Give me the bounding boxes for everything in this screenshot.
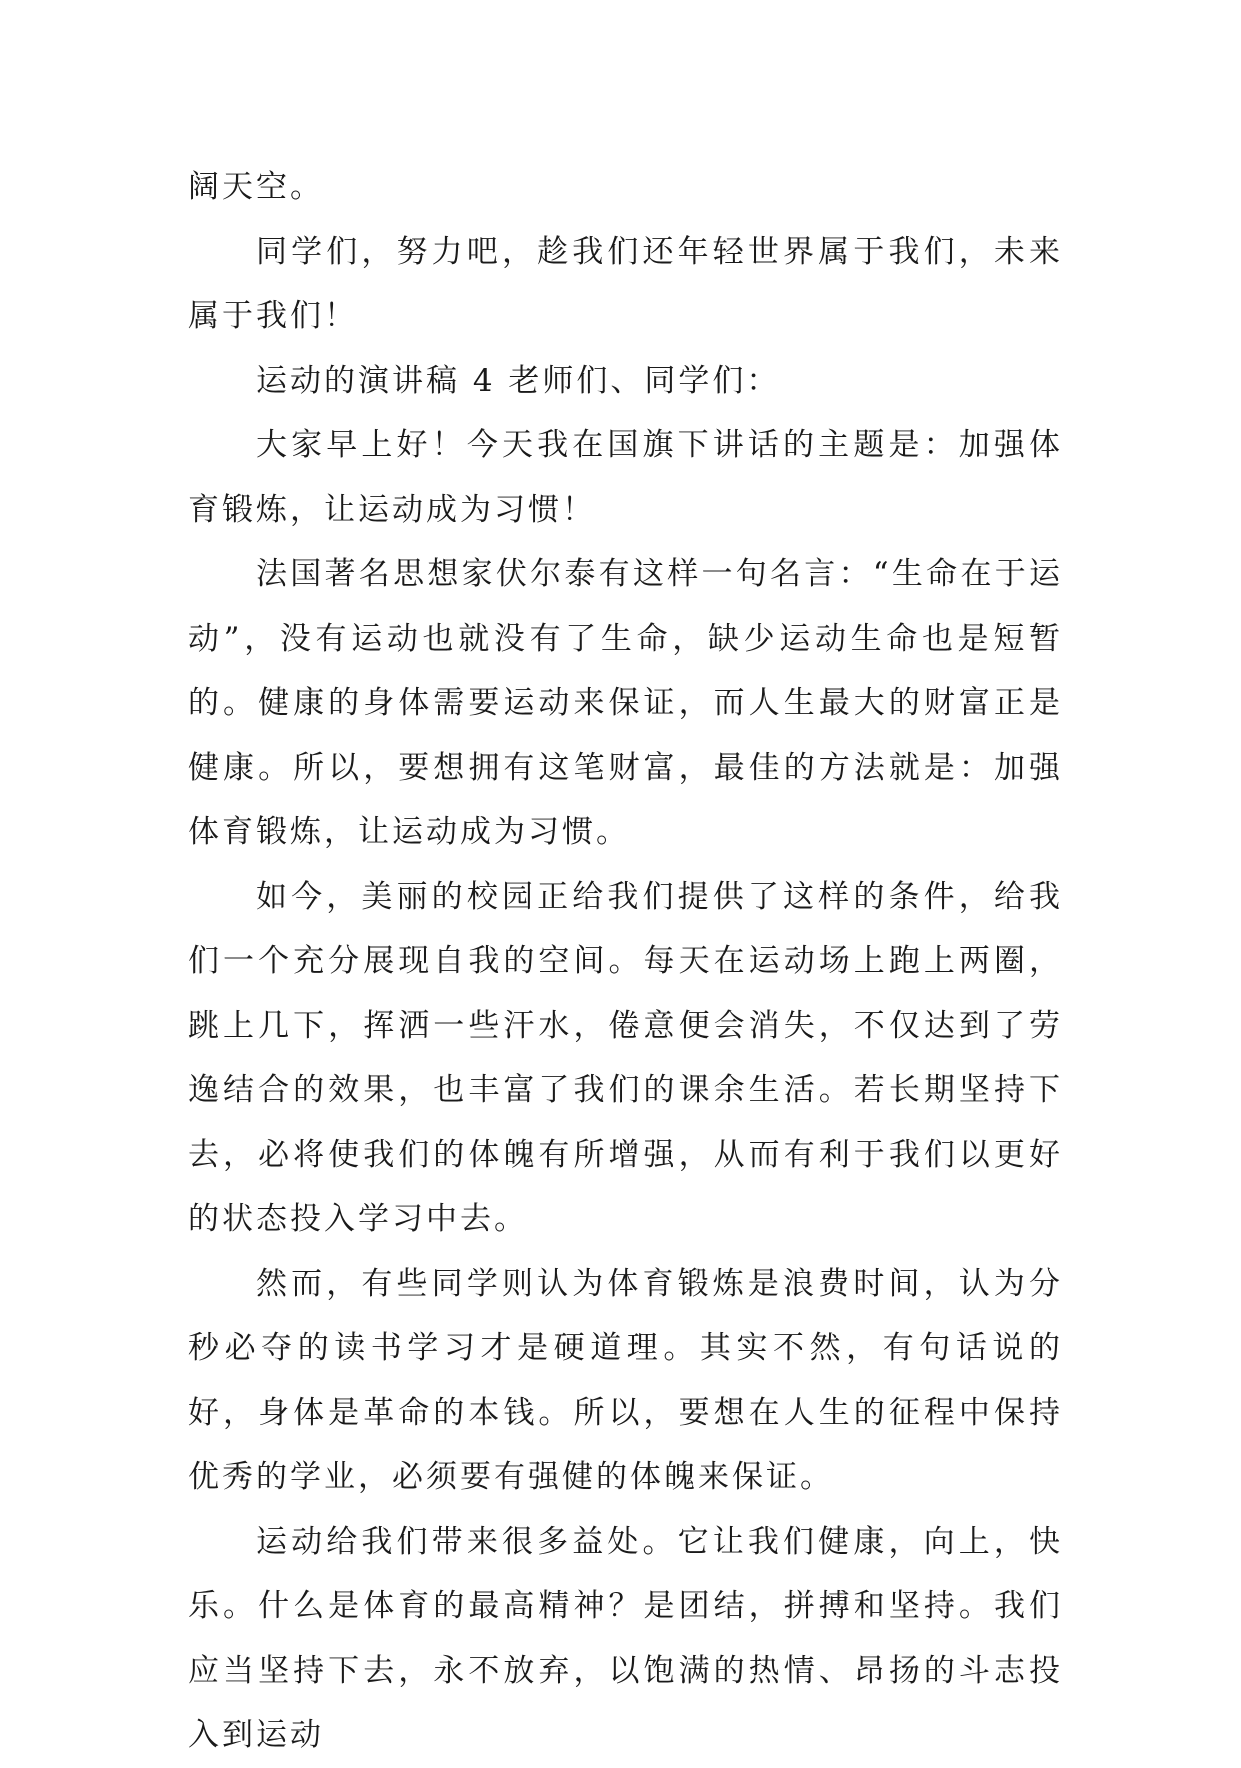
document-body xyxy=(188,155,1063,1768)
paragraph-continuation: 阔天空。 xyxy=(188,169,324,205)
paragraph: 法国著名思想家伏尔泰有这样一句名言：“生命在于运动”，没有运动也就没有了生命，缺少运动生命也是短暂的。健康的身体需要运动来保证，而人生最大的财富正是健康。所以，要想拥有这笔财富，最佳的方法就是：加强体育锻炼，让运动成为习惯。 xyxy=(188,556,1063,850)
paragraph: 如今，美丽的校园正给我们提供了这样的条件，给我们一个充分展现自我的空间。每天在运动场上跑上两圈，跳上几下，挥洒一些汗水，倦意便会消失，不仅达到了劳逸结合的效果，也丰富了我们的课余生活。若长期坚持下去，必将使我们的体魄有所增强，从而有利于我们以更好的状态投入学习中去。 xyxy=(188,878,1063,1237)
speech-heading: 运动的演讲稿 4 老师们、同学们： xyxy=(256,362,781,399)
paragraph: 同学们，努力吧，趁我们还年轻世界属于我们，未来属于我们！ xyxy=(188,233,1063,334)
paragraph: 大家早上好！今天我在国旗下讲话的主题是：加强体育锻炼，让运动成为习惯！ xyxy=(188,427,1063,528)
paragraph: 运动给我们带来很多益处。它让我们健康，向上，快乐。什么是体育的最高精神？是团结，拼搏和坚持。我们应当坚持下去，永不放弃，以饱满的热情、昂扬的斗志投入到运动 xyxy=(188,1523,1063,1753)
paragraph: 然而，有些同学则认为体育锻炼是浪费时间，认为分秒必夺的读书学习才是硬道理。其实不然，有句话说的好，身体是革命的本钱。所以，要想在人生的征程中保持优秀的学业，必须要有强健的体魄来保证。 xyxy=(188,1265,1063,1495)
